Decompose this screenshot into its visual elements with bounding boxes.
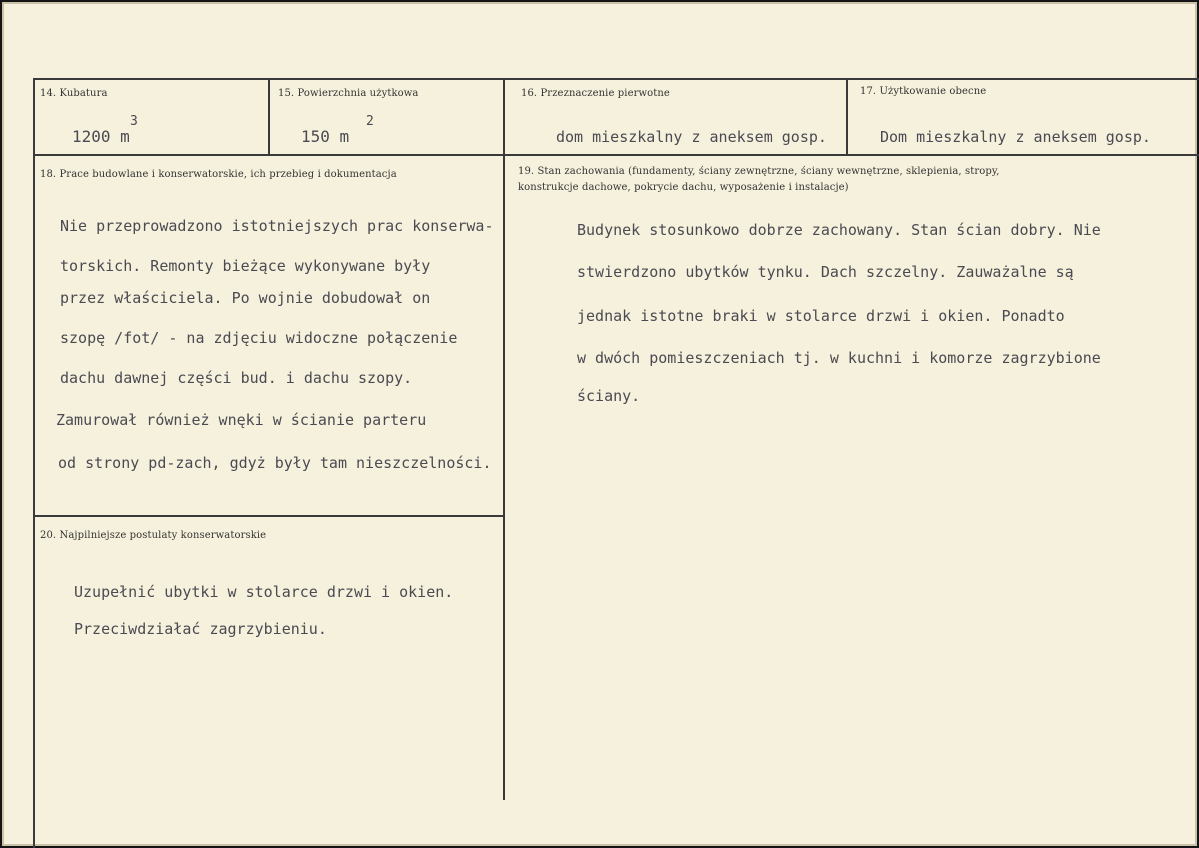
field-19-label-line2: konstrukcje dachowe, pokrycie dachu, wyposażenie i instalacje) (518, 182, 849, 193)
col-divider-16 (503, 78, 505, 800)
field-14-unit-superscript: 3 (130, 114, 138, 129)
row-divider-line (33, 154, 1199, 156)
field-18-line: dachu dawnej części bud. i dachu szopy. (60, 369, 413, 387)
field-14-value: 1200 m (72, 127, 130, 146)
field-20-label: 20. Najpilniejsze postulaty konserwatorskie (40, 530, 267, 541)
field-19-line: ściany. (577, 387, 641, 405)
section-20-divider-line (33, 515, 503, 517)
field-16-label: 16. Przeznaczenie pierwotne (521, 88, 670, 99)
field-17-label: 17. Użytkowanie obecne (860, 86, 987, 97)
field-19-line: Budynek stosunkowo dobrze zachowany. Stan ścian dobry. Nie (577, 221, 1101, 239)
field-18-line: szopę /fot/ - na zdjęciu widoczne połączenie (60, 329, 458, 347)
field-16-value: dom mieszkalny z aneksem gosp. (556, 128, 827, 146)
field-18-line: od strony pd-zach, gdyż były tam nieszczelności. (58, 454, 492, 472)
field-17-value: Dom mieszkalny z aneksem gosp. (880, 128, 1151, 146)
field-18-line: Nie przeprowadzono istotniejszych prac konserwa- (60, 217, 494, 235)
field-19-line: w dwóch pomieszczeniach tj. w kuchni i komorze zagrzybione (577, 349, 1101, 367)
col-divider-15 (268, 78, 270, 154)
field-19-line: stwierdzono ubytków tynku. Dach szczelny. Zauważalne są (577, 263, 1074, 281)
field-15-unit-superscript: 2 (366, 114, 374, 129)
field-20-line: Uzupełnić ubytki w stolarce drzwi i okien. (74, 583, 454, 601)
field-14-label: 14. Kubatura (40, 88, 108, 99)
field-18-line: przez właściciela. Po wojnie dobudował on (60, 289, 431, 307)
left-border-line (33, 78, 35, 848)
field-19-label-line1: 19. Stan zachowania (fundamenty, ściany zewnętrzne, ściany wewnętrzne, sklepienia, stropy, (518, 166, 1000, 177)
field-18-label: 18. Prace budowlane i konserwatorskie, ich przebieg i dokumentacja (40, 169, 397, 180)
field-18-line: torskich. Remonty bieżące wykonywane były (60, 257, 431, 275)
field-20-line: Przeciwdziałać zagrzybieniu. (74, 620, 327, 638)
field-15-value: 150 m (301, 127, 350, 146)
field-19-line: jednak istotne braki w stolarce drzwi i okien. Ponadto (577, 307, 1065, 325)
top-border-line (33, 78, 1199, 80)
field-15-label: 15. Powierzchnia użytkowa (278, 88, 419, 99)
col-divider-17 (846, 78, 848, 154)
field-18-line: Zamurował również wnęki w ścianie parteru (56, 411, 427, 429)
